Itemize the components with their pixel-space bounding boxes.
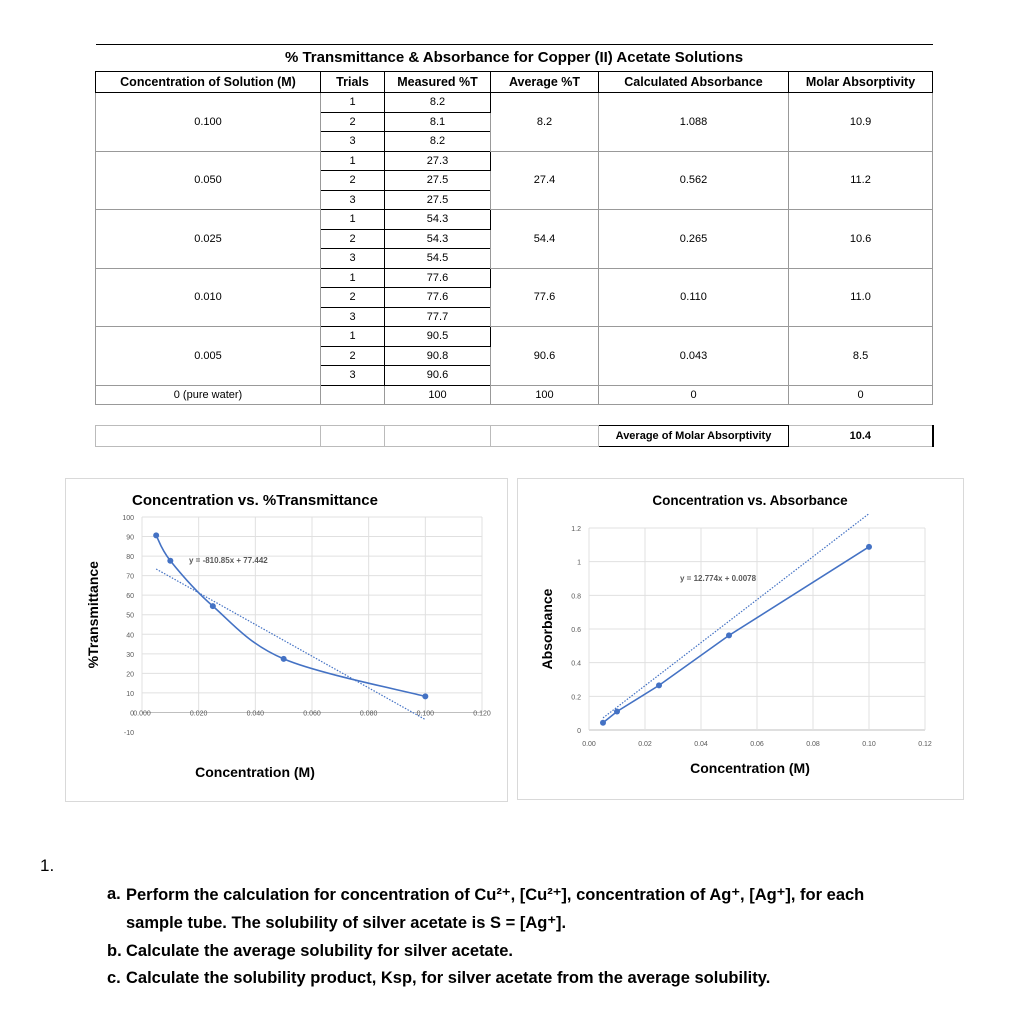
y-tick-label: -10 — [123, 730, 134, 737]
y-tick-label: 1 — [577, 559, 581, 567]
molar-absorptivity-cell: 10.6 — [789, 210, 933, 269]
data-point — [153, 532, 159, 538]
data-point — [614, 708, 620, 714]
data-point — [167, 558, 173, 564]
chart-title: Concentration vs. %Transmittance — [132, 492, 378, 509]
question-a-marker: a. — [107, 885, 121, 903]
blank-row — [96, 405, 933, 426]
x-tick-label: 0.12 — [918, 741, 932, 748]
column-header: Trials — [321, 72, 385, 93]
trial-cell: 2 — [321, 346, 385, 366]
x-axis-label: Concentration (M) — [690, 760, 810, 776]
blank-cell — [321, 426, 385, 447]
y-tick-label: 0 — [130, 710, 134, 718]
measured-t-cell: 77.6 — [385, 268, 491, 288]
y-tick-label: 0.2 — [571, 694, 581, 702]
y-axis-label: Absorbance — [539, 588, 555, 670]
x-tick-label: 0.000 — [133, 710, 151, 718]
y-tick-label: 20 — [126, 671, 134, 679]
molar-absorptivity-cell: 10.9 — [789, 93, 933, 152]
molar-absorptivity-cell: 11.2 — [789, 151, 933, 210]
trial-cell: 3 — [321, 249, 385, 269]
y-tick-label: 10 — [126, 690, 134, 698]
absorbance-cell: 0.265 — [599, 210, 789, 269]
x-tick-label: 0.02 — [638, 741, 652, 748]
x-tick-label: 0.080 — [359, 710, 378, 718]
trial-cell: 3 — [321, 132, 385, 152]
y-tick-label: 0 — [577, 728, 581, 735]
blank-cell — [385, 426, 491, 447]
blank-cell — [491, 405, 599, 426]
y-tick-label: 1.2 — [571, 526, 581, 533]
column-header: Average %T — [491, 72, 599, 93]
trial-cell: 3 — [321, 366, 385, 386]
average-row — [96, 426, 933, 447]
x-tick-label: 0.120 — [473, 710, 491, 718]
concentration-cell: 0.100 — [96, 93, 321, 152]
average-t-cell: 100 — [491, 385, 599, 405]
x-axis-label: Concentration (M) — [195, 764, 315, 780]
chart-title: Concentration vs. Absorbance — [652, 493, 848, 508]
measured-t-cell: 77.7 — [385, 307, 491, 327]
table-title: % Transmittance & Absorbance for Copper (II) Acetate Solutions — [96, 45, 933, 72]
data-table — [95, 44, 934, 447]
measured-t-cell: 100 — [385, 385, 491, 405]
data-point — [866, 544, 872, 550]
absorbance-cell: 0.043 — [599, 327, 789, 386]
trial-cell: 1 — [321, 327, 385, 347]
x-tick-label: 0.00 — [582, 741, 596, 748]
measured-t-cell: 8.2 — [385, 93, 491, 113]
measured-t-cell: 90.5 — [385, 327, 491, 347]
x-tick-label: 0.040 — [246, 710, 265, 718]
x-tick-label: 0.100 — [416, 710, 435, 718]
measured-t-cell: 8.2 — [385, 132, 491, 152]
y-tick-label: 80 — [126, 554, 134, 562]
data-point — [281, 656, 287, 662]
trial-cell: 2 — [321, 229, 385, 249]
question-number: 1. — [40, 856, 55, 875]
absorbance-cell: 0 — [599, 385, 789, 405]
y-tick-label: 50 — [126, 612, 134, 620]
y-tick-label: 0.8 — [571, 593, 581, 601]
measured-t-cell: 77.6 — [385, 288, 491, 308]
x-tick-label: 0.04 — [694, 741, 708, 748]
x-tick-label: 0.08 — [806, 741, 820, 748]
average-value: 10.4 — [789, 426, 933, 447]
table-row — [96, 151, 933, 171]
y-tick-label: 0.4 — [571, 660, 581, 668]
measured-t-cell: 54.3 — [385, 229, 491, 249]
x-tick-label: 0.060 — [303, 710, 321, 718]
concentration-cell: 0 (pure water) — [96, 385, 321, 405]
measured-t-cell: 27.5 — [385, 190, 491, 210]
absorbance-cell: 0.110 — [599, 268, 789, 327]
table-row — [96, 268, 933, 288]
question-a: Perform the calculation for concentration of Cu²⁺, [Cu²⁺], concentration of Ag⁺, [Ag⁺], for each — [126, 886, 865, 904]
question-b-marker: b. — [107, 942, 122, 960]
trial-cell: 2 — [321, 288, 385, 308]
average-t-cell: 77.6 — [491, 268, 599, 327]
y-tick-label: 0.6 — [571, 627, 581, 634]
trial-cell: 1 — [321, 268, 385, 288]
data-point — [600, 720, 606, 726]
column-header: Molar Absorptivity — [789, 72, 933, 93]
data-point — [210, 603, 216, 609]
column-header: Calculated Absorbance — [599, 72, 789, 93]
data-point — [656, 682, 662, 688]
average-t-cell: 54.4 — [491, 210, 599, 269]
molar-absorptivity-cell: 0 — [789, 385, 933, 405]
y-tick-label: 100 — [122, 515, 134, 522]
question-b: Calculate the average solubility for silver acetate. — [126, 942, 513, 960]
concentration-cell: 0.050 — [96, 151, 321, 210]
table-row — [96, 93, 933, 113]
measured-t-cell: 90.6 — [385, 366, 491, 386]
y-axis-label: %Transmittance — [85, 561, 101, 669]
molar-absorptivity-cell: 11.0 — [789, 268, 933, 327]
average-t-cell: 27.4 — [491, 151, 599, 210]
concentration-cell: 0.025 — [96, 210, 321, 269]
data-point — [422, 693, 428, 699]
data-point — [726, 632, 732, 638]
question-c-marker: c. — [107, 969, 121, 987]
trial-cell: 1 — [321, 151, 385, 171]
table-row — [96, 210, 933, 230]
trendline-equation: y = 12.774x + 0.0078 — [680, 574, 757, 583]
molar-absorptivity-cell: 8.5 — [789, 327, 933, 386]
y-tick-label: 70 — [126, 573, 134, 581]
x-tick-label: 0.020 — [189, 710, 208, 718]
table-row — [96, 327, 933, 347]
blank-cell — [599, 405, 789, 426]
blank-cell — [321, 405, 385, 426]
absorbance-cell: 0.562 — [599, 151, 789, 210]
trial-cell — [321, 385, 385, 405]
blank-cell — [385, 405, 491, 426]
y-tick-label: 60 — [126, 593, 134, 601]
measured-t-cell: 8.1 — [385, 112, 491, 132]
x-tick-label: 0.06 — [750, 741, 764, 748]
absorbance-chart — [517, 478, 964, 800]
measured-t-cell: 90.8 — [385, 346, 491, 366]
average-t-cell: 8.2 — [491, 93, 599, 152]
trial-cell: 1 — [321, 93, 385, 113]
y-tick-label: 90 — [126, 534, 134, 542]
blank-cell — [789, 405, 933, 426]
measured-t-cell: 27.3 — [385, 151, 491, 171]
trial-cell: 2 — [321, 112, 385, 132]
measured-t-cell: 54.5 — [385, 249, 491, 269]
blank-cell — [96, 405, 321, 426]
question-a-cont: sample tube. The solubility of silver acetate is S = [Ag⁺]. — [126, 914, 567, 932]
trendline — [603, 514, 869, 718]
measured-t-cell: 54.3 — [385, 210, 491, 230]
question-c: Calculate the solubility product, Ksp, for silver acetate from the average solubility. — [126, 969, 771, 987]
trial-cell: 3 — [321, 307, 385, 327]
average-label: Average of Molar Absorptivity — [599, 426, 789, 447]
average-t-cell: 90.6 — [491, 327, 599, 386]
y-tick-label: 30 — [126, 651, 134, 659]
column-header: Concentration of Solution (M) — [96, 72, 321, 93]
trial-cell: 3 — [321, 190, 385, 210]
blank-cell — [491, 426, 599, 447]
measured-t-cell: 27.5 — [385, 171, 491, 191]
trendline-equation: y = -810.85x + 77.442 — [189, 556, 268, 565]
trial-cell: 2 — [321, 171, 385, 191]
blank-cell — [96, 426, 321, 447]
absorbance-cell: 1.088 — [599, 93, 789, 152]
y-tick-label: 40 — [126, 632, 134, 640]
column-header: Measured %T — [385, 72, 491, 93]
concentration-cell: 0.005 — [96, 327, 321, 386]
x-tick-label: 0.10 — [862, 741, 876, 748]
transmittance-chart — [65, 478, 508, 802]
concentration-cell: 0.010 — [96, 268, 321, 327]
trial-cell: 1 — [321, 210, 385, 230]
table-row-water — [96, 385, 933, 405]
